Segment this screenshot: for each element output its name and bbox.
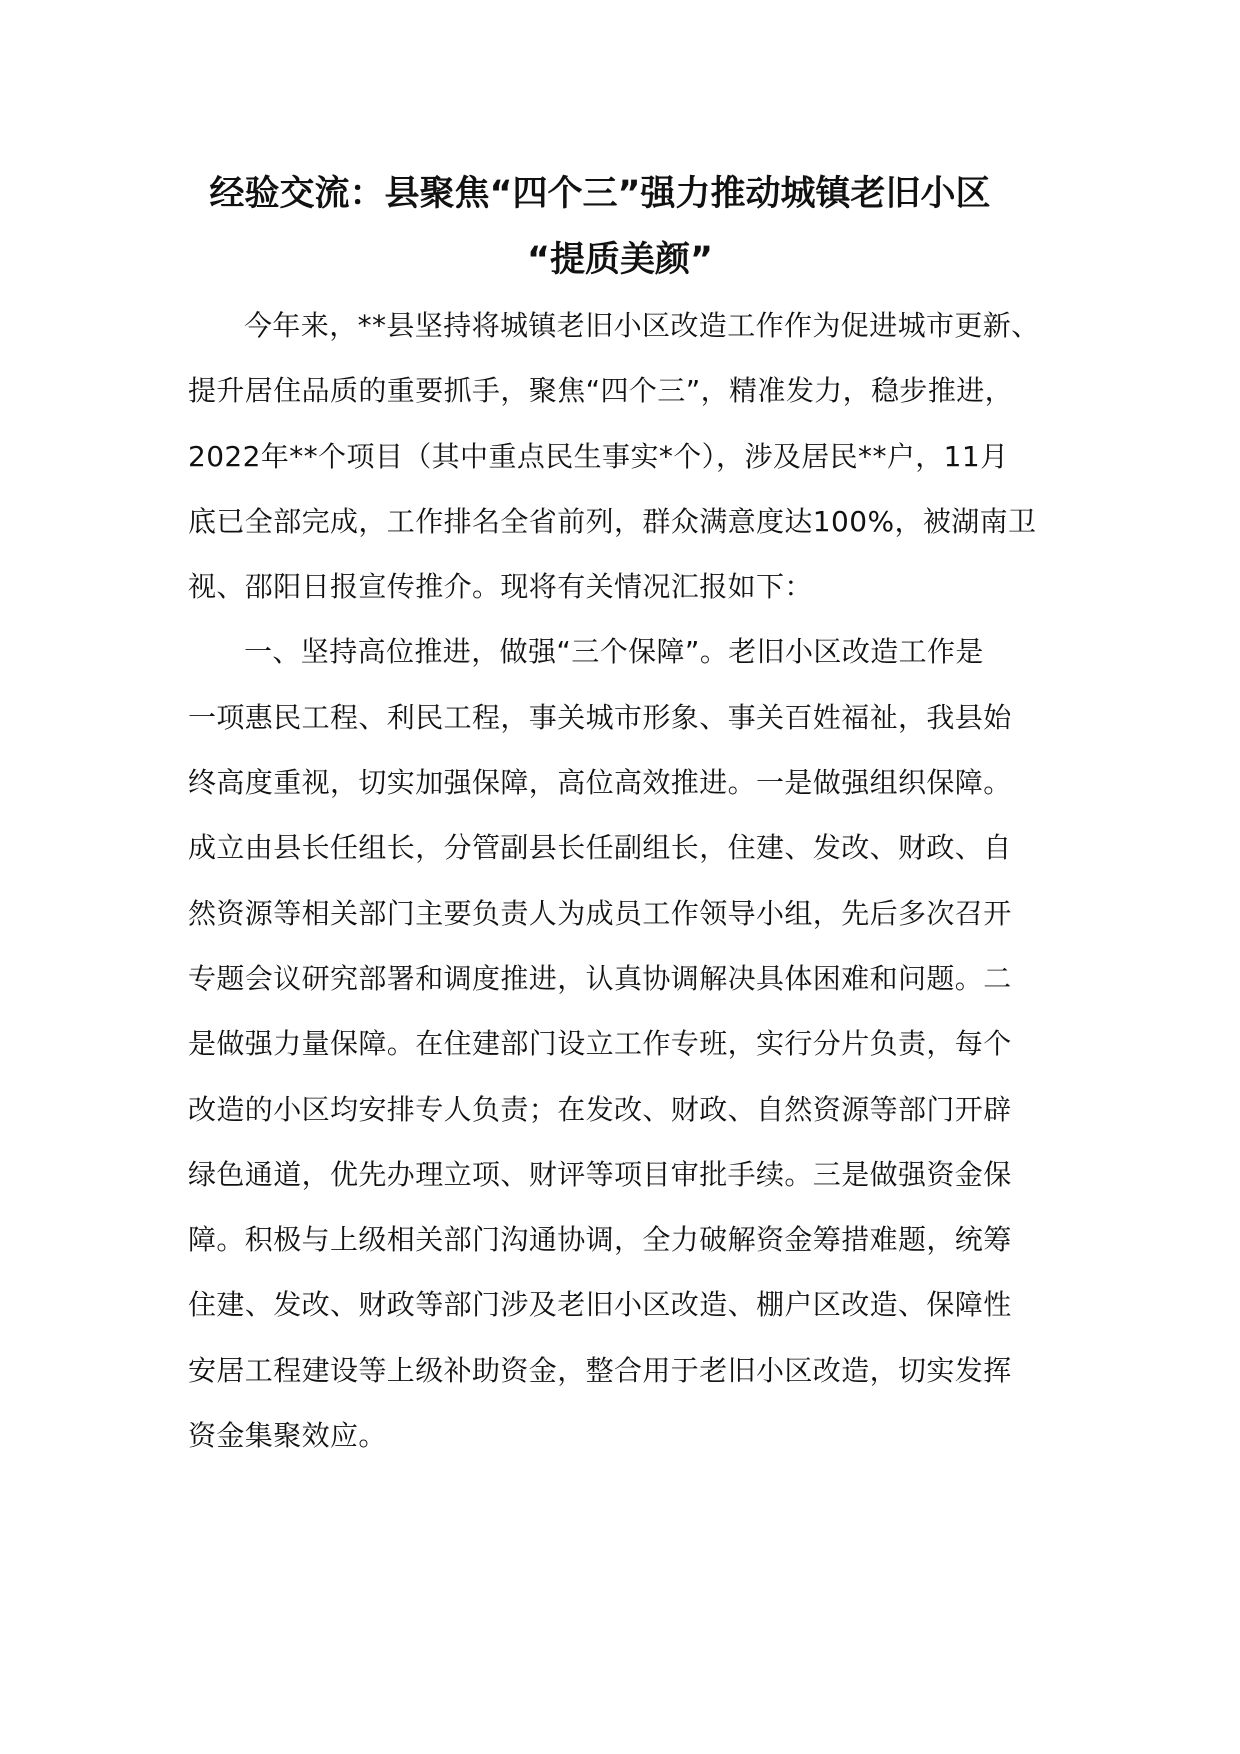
paragraph-2-line: 然资源等相关部门主要负责人为成员工作领导小组，先后多次召开 — [188, 896, 1012, 930]
paragraph-2-line: 是做强力量保障。在住建部门设立工作专班，实行分片负责，每个 — [188, 1027, 1012, 1061]
paragraph-2-line: 一项惠民工程、利民工程，事关城市形象、事关百姓福祉，我县始 — [188, 700, 1012, 734]
paragraph-2-line: 专题会议研究部署和调度推进，认真协调解决具体困难和问题。二 — [188, 961, 1012, 995]
paragraph-1-line: 2022年**个项目（其中重点民生事实*个），涉及居民**户，11月 — [188, 439, 1009, 473]
paragraph-2-line: 资金集聚效应。 — [188, 1419, 387, 1453]
paragraph-2-line: 障。积极与上级相关部门沟通协调，全力破解资金筹措难题，统筹 — [188, 1223, 1012, 1257]
paragraph-1-line: 视、邵阳日报宣传推介。现将有关情况汇报如下： — [188, 570, 813, 604]
paragraph-1-line: 提升居住品质的重要抓手，聚焦“四个三”，精准发力，稳步推进， — [188, 374, 1014, 408]
document-body — [188, 293, 1063, 1468]
paragraph-1-line: 今年来，**县坚持将城镇老旧小区改造工作作为促进城市更新、 — [244, 309, 1040, 342]
paragraph-1-line: 底已全部完成，工作排名全省前列，群众满意度达100%，被湖南卫 — [188, 504, 1037, 538]
paragraph-2-line: 改造的小区均安排专人负责；在发改、财政、自然资源等部门开辟 — [188, 1092, 1012, 1126]
paragraph-2-line: 一、坚持高位推进，做强“三个保障”。老旧小区改造工作是 — [244, 635, 984, 669]
paragraph-2-line: 成立由县长任组长，分管副县长任副组长，住建、发改、财政、自 — [188, 831, 1012, 865]
paragraph-2-line: 绿色通道，优先办理立项、财评等项目审批手续。三是做强资金保 — [188, 1157, 1012, 1191]
document-title-line-1: 经验交流：县聚焦“四个三”强力推动城镇老旧小区 — [209, 174, 991, 214]
document-title-line-2: “提质美颜” — [526, 240, 713, 280]
paragraph-2-line: 住建、发改、财政等部门涉及老旧小区改造、棚户区改造、保障性 — [188, 1288, 1012, 1322]
paragraph-2-line: 终高度重视，切实加强保障，高位高效推进。一是做强组织保障。 — [188, 766, 1012, 800]
paragraph-2-line: 安居工程建设等上级补助资金，整合用于老旧小区改造，切实发挥 — [188, 1353, 1012, 1387]
